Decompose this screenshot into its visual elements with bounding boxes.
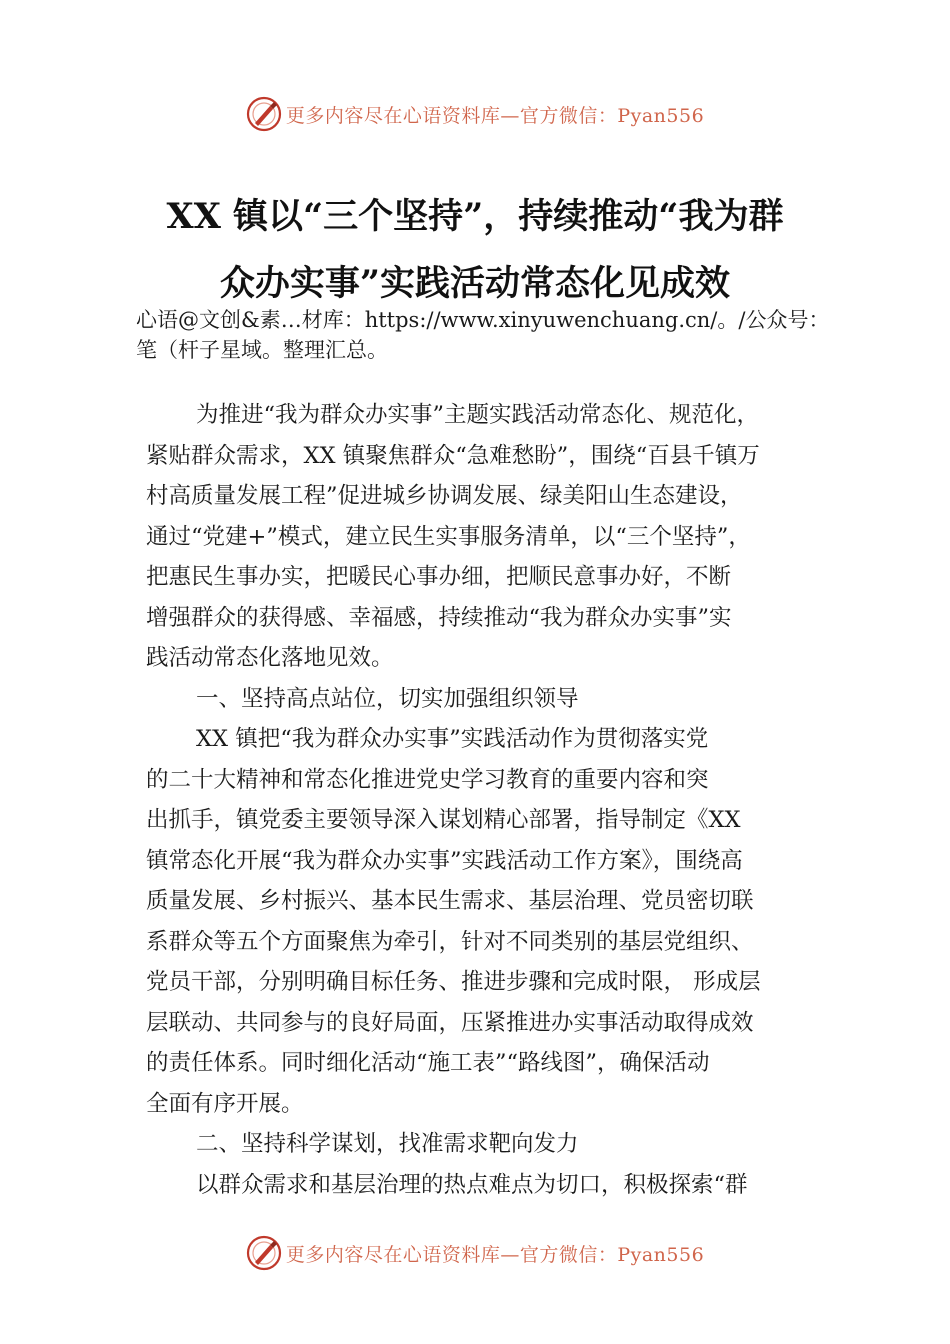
watermark-text: 更多内容尽在心语资料库—官方微信：Pyan556 — [285, 1243, 705, 1266]
body-line: XX 镇把“我为群众办实事”实践活动作为贯彻落实党 — [196, 726, 709, 752]
body-line: 党员干部，分别明确目标任务、推进步骤和完成时限， 形成层 — [146, 969, 761, 995]
footer-watermark — [0, 1233, 950, 1273]
body-line: 全面有序开展。 — [146, 1090, 304, 1117]
pen-logo-icon — [246, 1235, 282, 1271]
body-line: 二、坚持科学谋划，找准需求靶向发力 — [196, 1131, 579, 1157]
body-line: 通过“党建+”模式，建立民生实事服务清单，以“三个坚持”， — [146, 523, 751, 550]
body-line: 的二十大精神和常态化推进党史学习教育的重要内容和突 — [146, 766, 709, 793]
body-line: 践活动常态化落地见效。 — [146, 645, 394, 671]
document-body — [146, 395, 836, 1205]
pen-logo-icon — [246, 96, 282, 132]
document-title-line-1: XX 镇以“三个坚持”，持续推动“我为群 — [166, 196, 784, 237]
body-line: 以群众需求和基层治理的热点难点为切口，积极探索“群 — [196, 1171, 748, 1198]
body-line: 增强群众的获得感、幸福感，持续推动“我为群众办实事”实 — [146, 604, 732, 631]
body-line: 的责任体系。同时细化活动“施工表”“路线图”，确保活动 — [146, 1050, 710, 1076]
body-line: 紧贴群众需求，XX 镇聚焦群众“急难愁盼”，围绕“百县千镇万 — [146, 442, 760, 469]
source-note: 心语@文创&素…材库：https://www.xinyuwenchuang.cn/。/公众号：笔（杆子星域。整理汇总。 — [136, 308, 830, 362]
header-watermark — [0, 94, 950, 134]
body-line: 出抓手，镇党委主要领导深入谋划精心部署，指导制定《XX — [146, 807, 741, 833]
body-line: 质量发展、乡村振兴、基本民生需求、基层治理、党员密切联 — [146, 888, 754, 914]
body-line: 把惠民生事办实，把暖民心事办细，把顺民意事办好，不断 — [146, 564, 732, 590]
body-line: 系群众等五个方面聚焦为牵引，针对不同类别的基层党组织、 — [146, 928, 754, 955]
body-line: 镇常态化开展“我为群众办实事”实践活动工作方案》，围绕高 — [146, 847, 743, 874]
document-title-line-2: 众办实事”实践活动常态化见成效 — [219, 263, 731, 304]
body-line: 一、坚持高点站位，切实加强组织领导 — [196, 685, 579, 712]
body-line: 为推进“我为群众办实事”主题实践活动常态化、规范化， — [196, 402, 760, 428]
watermark-text: 更多内容尽在心语资料库—官方微信：Pyan556 — [285, 104, 705, 127]
body-line: 村高质量发展工程”促进城乡协调发展、绿美阳山生态建设， — [146, 483, 743, 509]
body-line: 层联动、共同参与的良好局面，压紧推进办实事活动取得成效 — [146, 1009, 754, 1036]
